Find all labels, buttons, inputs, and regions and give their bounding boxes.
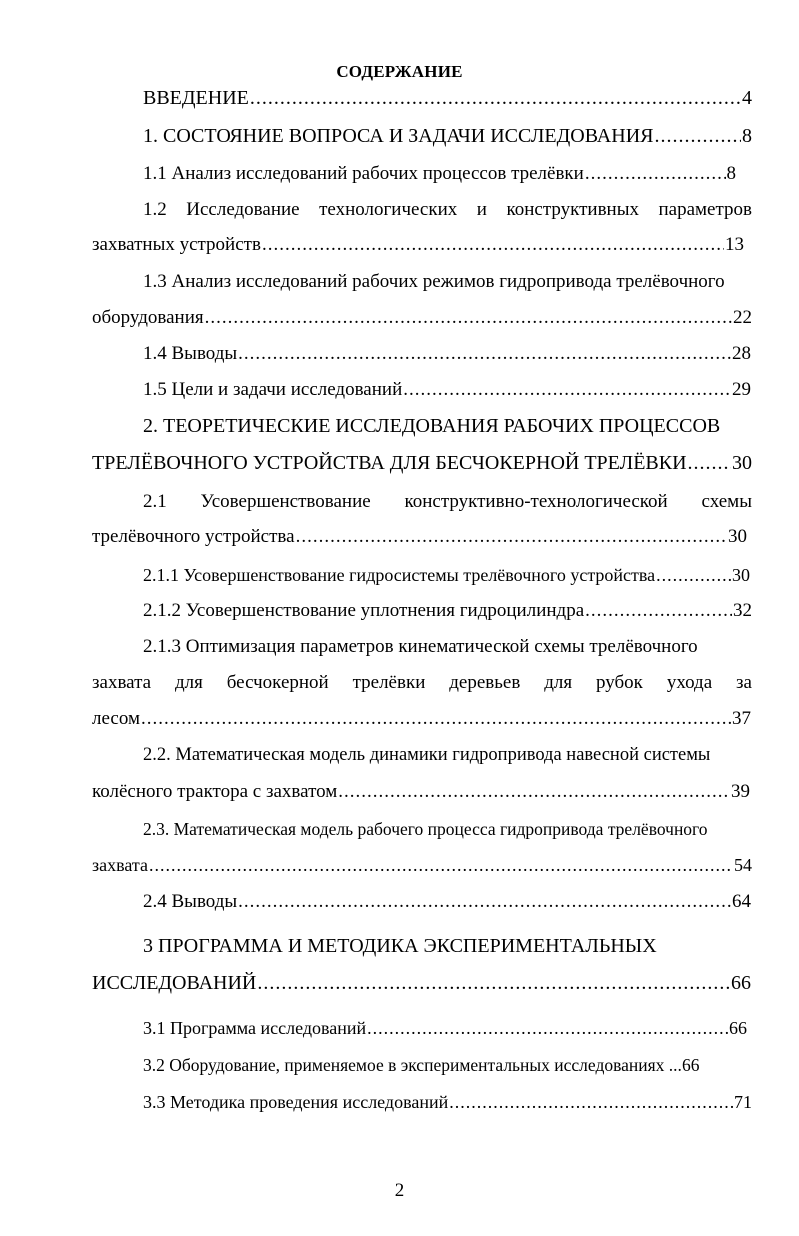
toc-page-number: 66 bbox=[681, 1055, 700, 1075]
toc-entry-text: ТРЕЛЁВОЧНОГО УСТРОЙСТВА ДЛЯ БЕСЧОКЕРНОЙ ТРЕЛЁВКИ bbox=[92, 452, 687, 474]
toc-entry-text: ВВЕДЕНИЕ bbox=[143, 87, 249, 109]
toc-word: ухода bbox=[666, 672, 713, 693]
toc-entry-2-4[interactable] bbox=[143, 890, 751, 914]
page-number: 2 bbox=[394, 1180, 405, 1201]
toc-page-number: 71 bbox=[734, 1092, 752, 1112]
toc-page-number: 29 bbox=[732, 379, 751, 400]
toc-word: Исследование bbox=[186, 199, 300, 220]
toc-entry-section-2-line1[interactable]: 2. ТЕОРЕТИЧЕСКИЕ ИССЛЕДОВАНИЯ РАБОЧИХ ПРОЦЕССОВ bbox=[143, 415, 721, 437]
toc-entry-text: 3.2 Оборудование, применяемое в экспериментальных исследованиях ... bbox=[143, 1055, 682, 1075]
toc-entry-1-2-line2[interactable] bbox=[92, 233, 744, 257]
toc-entry-text: 3.1 Программа исследований bbox=[143, 1018, 367, 1038]
toc-entry-3-2[interactable] bbox=[143, 1053, 699, 1077]
toc-page-number: 66 bbox=[729, 1018, 747, 1038]
toc-entry-text: лесом bbox=[92, 708, 140, 729]
toc-word: конструктивно-технологической bbox=[404, 491, 668, 512]
toc-entry-text: 1.5 Цели и задачи исследований bbox=[143, 379, 403, 400]
toc-page-number: 32 bbox=[733, 600, 752, 621]
toc-word: деревьев bbox=[449, 672, 521, 693]
toc-entry-section-1[interactable] bbox=[143, 124, 752, 148]
toc-entry-intro[interactable] bbox=[143, 86, 752, 110]
toc-leader-dots bbox=[296, 525, 727, 549]
toc-leader-dots bbox=[257, 971, 730, 995]
toc-entry-1-2-line1[interactable] bbox=[143, 198, 752, 222]
toc-entry-text: трелёвочного устройства bbox=[92, 526, 295, 547]
toc-entry-text: оборудования bbox=[92, 307, 204, 328]
toc-leader-dots bbox=[688, 451, 731, 475]
toc-entry-2-2-line1[interactable]: 2.2. Математическая модель динамики гидропривода навесной системы bbox=[143, 745, 711, 765]
toc-word: и bbox=[476, 199, 487, 220]
toc-word: трелёвки bbox=[352, 672, 426, 693]
toc-page-number: 54 bbox=[734, 855, 752, 875]
toc-leader-dots bbox=[250, 86, 741, 110]
toc-word: параметров bbox=[658, 199, 752, 220]
toc-word: 2.1 bbox=[143, 491, 167, 512]
toc-word: конструктивных bbox=[506, 199, 639, 220]
toc-entry-2-3-line2[interactable] bbox=[92, 853, 752, 877]
toc-entry-2-1-3-line1[interactable]: 2.1.3 Оптимизация параметров кинематической схемы трелёвочного bbox=[143, 636, 698, 657]
toc-page-number: 8 bbox=[726, 163, 736, 184]
toc-entry-2-1-3-line2[interactable] bbox=[92, 671, 752, 695]
toc-page-number: 39 bbox=[731, 781, 750, 802]
toc-entry-text: 1.4 Выводы bbox=[143, 343, 238, 364]
toc-leader-dots bbox=[338, 780, 730, 804]
toc-word: Усовершенствование bbox=[200, 491, 371, 512]
toc-leader-dots bbox=[403, 378, 731, 402]
toc-entry-section-3-line2[interactable] bbox=[92, 971, 751, 995]
toc-entry-text: захвата bbox=[92, 855, 148, 875]
toc-leader-dots bbox=[654, 124, 741, 148]
toc-entry-3-3[interactable] bbox=[143, 1090, 752, 1114]
toc-page-number: 28 bbox=[732, 343, 751, 364]
toc-leader-dots bbox=[141, 707, 731, 731]
toc-entry-text: ИССЛЕДОВАНИЙ bbox=[92, 972, 257, 994]
toc-entry-section-2-line2[interactable] bbox=[92, 451, 752, 475]
toc-page-number: 64 bbox=[732, 891, 751, 912]
toc-leader-dots bbox=[656, 563, 731, 587]
toc-entry-2-1-3-line3[interactable] bbox=[92, 707, 751, 731]
toc-entry-text: захватных устройств bbox=[92, 234, 261, 255]
toc-entry-2-1-1[interactable] bbox=[143, 563, 750, 587]
toc-word: бесчокерной bbox=[226, 672, 329, 693]
toc-entry-text: колёсного трактора с захватом bbox=[92, 781, 338, 802]
toc-word: для bbox=[544, 672, 573, 693]
toc-leader-dots bbox=[449, 1090, 733, 1114]
toc-entry-section-3-line1[interactable]: 3 ПРОГРАММА И МЕТОДИКА ЭКСПЕРИМЕНТАЛЬНЫХ bbox=[143, 935, 657, 957]
toc-entry-text: 1.1 Анализ исследований рабочих процессов трелёвки bbox=[143, 163, 584, 184]
toc-page-number: 66 bbox=[731, 972, 751, 994]
toc-leader-dots bbox=[585, 162, 726, 186]
toc-word: за bbox=[736, 672, 752, 693]
toc-entry-1-5[interactable] bbox=[143, 378, 751, 402]
toc-entry-text: 2.4 Выводы bbox=[143, 891, 238, 912]
toc-entry-2-3-line1[interactable]: 2.3. Математическая модель рабочего процесса гидропривода трелёвочного bbox=[143, 819, 708, 839]
toc-page-number: 37 bbox=[732, 708, 751, 729]
toc-leader-dots bbox=[238, 890, 731, 914]
toc-entry-2-2-line2[interactable] bbox=[92, 780, 750, 804]
toc-word: рубок bbox=[596, 672, 643, 693]
toc-leader-dots bbox=[149, 853, 733, 877]
toc-entry-text: 2.1.2 Усовершенствование уплотнения гидроцилиндра bbox=[143, 600, 585, 621]
toc-page-number: 22 bbox=[733, 307, 752, 328]
toc-entry-1-1[interactable] bbox=[143, 162, 736, 186]
toc-page-number: 4 bbox=[742, 87, 752, 109]
toc-word: технологических bbox=[319, 199, 458, 220]
toc-entry-2-1-line2[interactable] bbox=[92, 525, 747, 549]
toc-entry-text: 3.3 Методика проведения исследований bbox=[143, 1092, 449, 1112]
toc-page-number: 30 bbox=[732, 452, 752, 474]
toc-leader-dots bbox=[367, 1016, 728, 1040]
toc-leader-dots bbox=[262, 233, 724, 257]
toc-entry-2-1-2[interactable] bbox=[143, 599, 752, 623]
page-title: СОДЕРЖАНИЕ bbox=[336, 62, 463, 81]
toc-entry-text: 1. СОСТОЯНИЕ ВОПРОСА И ЗАДАЧИ ИССЛЕДОВАНИЯ bbox=[143, 125, 654, 147]
toc-entry-3-1[interactable] bbox=[143, 1016, 747, 1040]
toc-word: 1.2 bbox=[143, 199, 167, 220]
toc-leader-dots bbox=[238, 342, 731, 366]
toc-leader-dots bbox=[585, 599, 732, 623]
toc-leader-dots bbox=[205, 306, 732, 330]
toc-page-number: 8 bbox=[742, 125, 752, 147]
toc-page-number: 13 bbox=[725, 234, 744, 255]
toc-entry-text: 2.1.1 Усовершенствование гидросистемы трелёвочного устройства bbox=[143, 565, 656, 585]
toc-page-number: 30 bbox=[732, 565, 750, 585]
toc-word: схемы bbox=[701, 491, 752, 512]
toc-page-number: 30 bbox=[728, 526, 747, 547]
toc-entry-2-1-line1[interactable] bbox=[143, 490, 752, 514]
toc-entry-1-3-line2[interactable] bbox=[92, 306, 752, 330]
toc-entry-1-4[interactable] bbox=[143, 342, 751, 366]
toc-word: захвата bbox=[92, 672, 152, 693]
toc-word: для bbox=[174, 672, 203, 693]
toc-entry-1-3-line1[interactable]: 1.3 Анализ исследований рабочих режимов гидропривода трелёвочного bbox=[143, 271, 725, 292]
